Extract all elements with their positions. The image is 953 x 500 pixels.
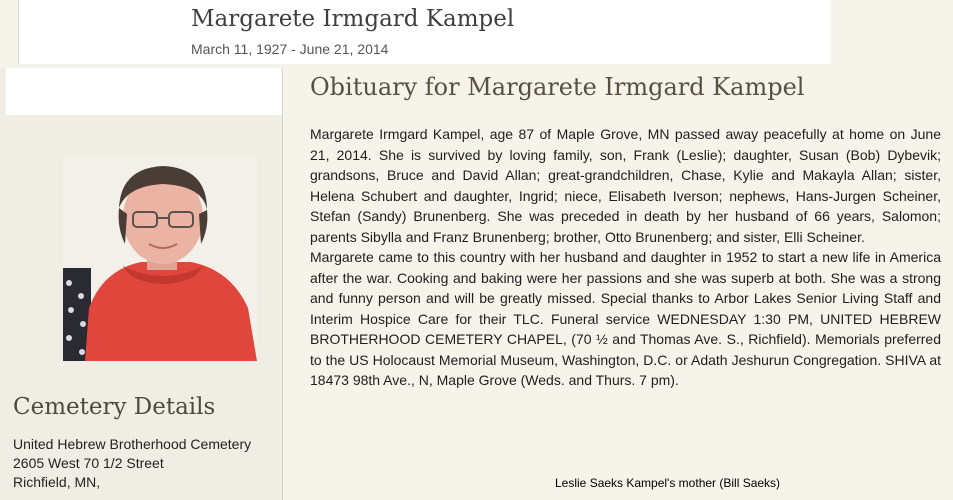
obituary-text bbox=[310, 124, 941, 391]
page-header bbox=[18, 0, 831, 64]
cemetery-details-heading: Cemetery Details bbox=[13, 394, 216, 420]
photo-caption: Leslie Saeks Kampel's mother (Bill Saeks) bbox=[555, 476, 781, 490]
obituary-title: Obituary for Margarete Irmgard Kampel bbox=[310, 73, 805, 101]
portrait-photo bbox=[63, 158, 257, 361]
portrait-photo-icon bbox=[63, 158, 257, 361]
cemetery-address bbox=[13, 435, 251, 492]
life-dates: March 11, 1927 - June 21, 2014 bbox=[191, 41, 389, 57]
cemetery-name: United Hebrew Brotherhood Cemetery bbox=[13, 436, 252, 452]
obituary-paragraph: Margarete Irmgard Kampel, age 87 of Maple Grove, MN passed away peacefully at home on June 21, 2014. She is survived by loving family, son, Frank (Leslie); daughter, Susan (Bob) Dybevik; grandsons, Bruce and David Allan; great-grandchildren, Chase, Kylie and Makayla Allan; sister, Helena Schubert and daughter, Ingrid; niece, Elisabeth Iverson; nephews, Hans-Jurgen Scheiner, Stefan (Sandy) Brunenberg. She was preceded in death by her husband of 66 years, Salomon; parents Sibylla and Franz Brunenberg; brother, Otto Brunenberg; and sister, Elli Scheiner. bbox=[310, 126, 941, 245]
cemetery-street: 2605 West 70 1/2 Street bbox=[13, 455, 164, 471]
cemetery-city: Richfield, MN, bbox=[13, 474, 101, 490]
obituary-paragraph: Margarete came to this country with her husband and daughter in 1952 to start a new life in America after the war. Cooking and baking were her passions and she was superb at both. She was a strong and funny person and will be greatly missed. Special thanks to Arbor Lakes Senior Living Staff and Interim Hospice Care for their TLC. Funeral service WEDNESDAY 1:30 PM, UNITED HEBREW BROTHERHOOD CEMETERY CHAPEL, (70 ½ and Thomas Ave. S., Richfield). Memorials preferred to the US Holocaust Memorial Museum, Washington, D.C. or Adath Jeshurun Congregation. SHIVA at 18473 98th Ave., N, Maple Grove (Weds. and Thurs. 7 pm). bbox=[310, 249, 941, 388]
sidebar-blank-area bbox=[6, 68, 282, 115]
page-title: Margarete Irmgard Kampel bbox=[191, 6, 515, 32]
